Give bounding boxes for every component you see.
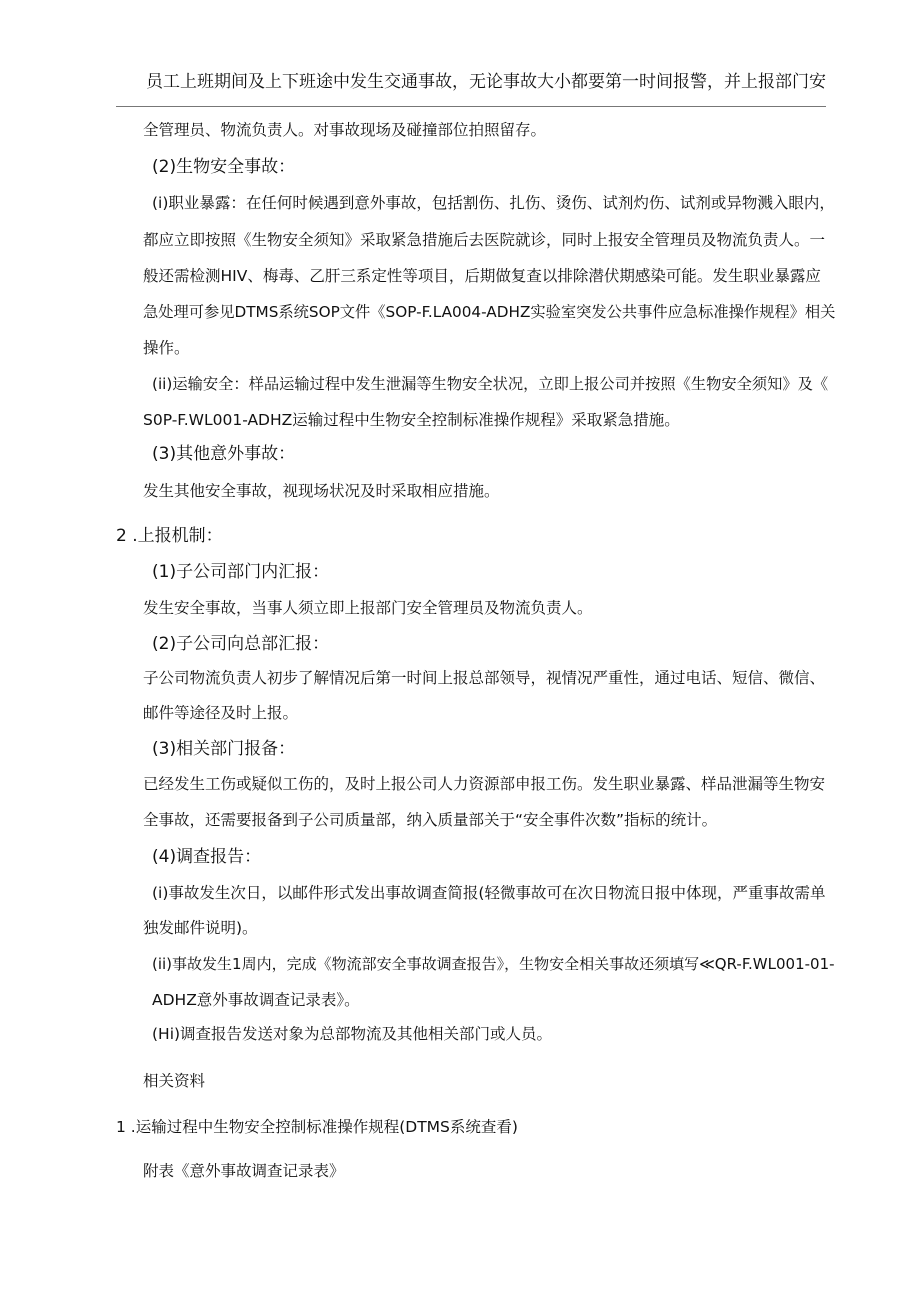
- section-heading: 相关资料: [143, 1072, 206, 1090]
- section-heading: (2)子公司向总部汇报：: [152, 634, 330, 654]
- text-line: ADHZ意外事故调查记录表》。: [152, 991, 360, 1009]
- text-line: 发生安全事故，当事人须立即上报部门安全管理员及物流负责人。: [143, 599, 593, 617]
- text-line: (i)职业暴露：在任何时候遇到意外事故，包括割伤、扎伤、烫伤、试剂灼伤、试剂或异物溅入眼内，: [152, 194, 835, 212]
- text-line: (ii)事故发生1周内，完成《物流部安全事故调查报告》，生物安全相关事故还须填写≪QR-F.WL001-01-: [152, 955, 835, 973]
- reference-item: 附表《意外事故调查记录表》: [143, 1162, 345, 1180]
- text-line: 发生其他安全事故，视现场状况及时采取相应措施。: [143, 482, 500, 500]
- text-line: S0P-F.WL001-ADHZ运输过程中生物安全控制标准操作规程》采取紧急措施。: [143, 411, 680, 429]
- text-line: 全事故，还需要报备到子公司质量部，纳入质量部关于“安全事件次数”指标的统计。: [143, 811, 718, 829]
- section-heading: (3)相关部门报备：: [152, 739, 296, 759]
- text-line: 子公司物流负责人初步了解情况后第一时间上报总部领导，视情况严重性，通过电话、短信、微信、: [143, 669, 826, 687]
- header-line: 员工上班期间及上下班途中发生交通事故，无论事故大小都要第一时间报警，并上报部门安: [146, 72, 826, 92]
- header-divider: [116, 106, 826, 107]
- text-line: (Hi)调查报告发送对象为总部物流及其他相关部门或人员。: [152, 1025, 553, 1043]
- text-line: (i)事故发生次日，以邮件形式发出事故调查简报(轻微事故可在次日物流日报中体现，严重事故需单: [152, 884, 826, 902]
- text-line: 邮件等途径及时上报。: [143, 704, 299, 722]
- section-heading: (2)生物安全事故：: [152, 157, 296, 177]
- text-line: 都应立即按照《生物安全须知》采取紧急措施后去医院就诊，同时上报安全管理员及物流负责人。一: [143, 231, 826, 249]
- section-heading: (3)其他意外事故：: [152, 444, 296, 464]
- text-line: 已经发生工伤或疑似工伤的，及时上报公司人力资源部申报工伤。发生职业暴露、样品泄漏等生物安: [143, 775, 826, 793]
- section-heading: (4)调查报告：: [152, 847, 262, 867]
- text-line: 独发邮件说明)。: [143, 919, 258, 937]
- text-line: 急处理可参见DTMS系统SOP文件《SOP-F.LA004-ADHZ实验室突发公共事件应急标准操作规程》相关: [143, 303, 836, 321]
- text-line: (ii)运输安全：样品运输过程中发生泄漏等生物安全状况，立即上报公司并按照《生物安全须知》及《: [152, 375, 829, 393]
- reference-item: 1 .运输过程中生物安全控制标准操作规程(DTMS系统查看): [116, 1118, 518, 1136]
- text-line: 般还需检测HIV、梅毒、乙肝三系定性等项目，后期做复查以排除潜伏期感染可能。发生职业暴露应: [143, 267, 821, 285]
- section-heading: (1)子公司部门内汇报：: [152, 562, 330, 582]
- text-line: 操作。: [143, 339, 190, 357]
- section-heading: 2 .上报机制：: [116, 526, 223, 546]
- text-line: 全管理员、物流负责人。对事故现场及碰撞部位拍照留存。: [143, 121, 547, 139]
